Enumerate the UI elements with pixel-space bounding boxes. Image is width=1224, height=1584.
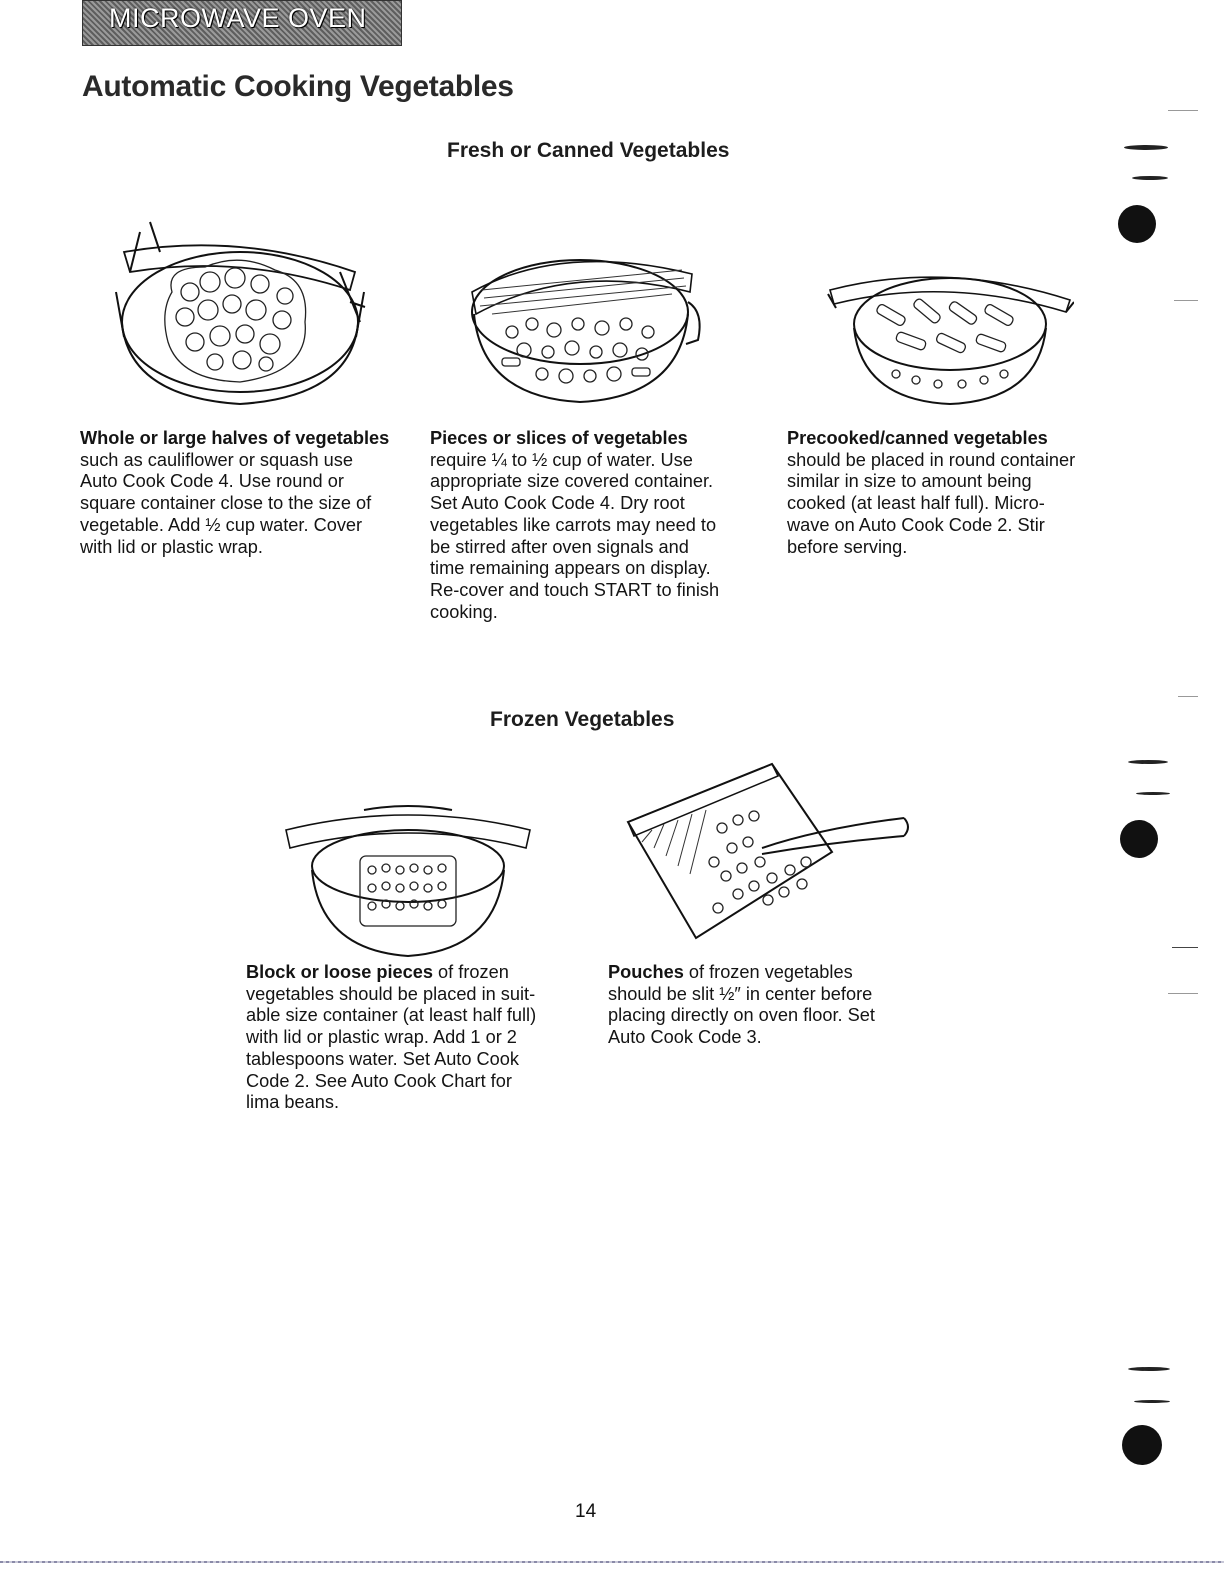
punch-mark bbox=[1132, 176, 1168, 180]
frozen-block-lead: Block or loose pieces bbox=[246, 962, 433, 982]
text-line: Code 2. See Auto Cook Chart for bbox=[246, 1070, 512, 1091]
scan-mark bbox=[1174, 300, 1198, 301]
text-line: lima beans. bbox=[246, 1092, 340, 1113]
scan-mark bbox=[1168, 993, 1198, 994]
pouch-lead: Pouches bbox=[608, 962, 684, 982]
punch-mark bbox=[1128, 760, 1168, 764]
punch-mark bbox=[1136, 792, 1170, 795]
text-line: placing directly on oven floor. Set bbox=[608, 1005, 875, 1026]
canned-vegetable-dish-illustration bbox=[826, 250, 1074, 410]
text-line: vegetable. Add ½ cup water. Cover bbox=[80, 514, 363, 535]
text-line: should be slit ½″ in center before bbox=[608, 983, 873, 1004]
text-line: cooked (at least half full). Micro- bbox=[787, 493, 1045, 514]
sliced-vegetable-dish-illustration bbox=[462, 232, 710, 408]
frozen-heading: Frozen Vegetables bbox=[490, 708, 675, 731]
text-line: similar in size to amount being bbox=[787, 471, 1032, 492]
section-banner bbox=[82, 0, 402, 46]
punch-hole bbox=[1118, 205, 1156, 243]
text-line: be stirred after oven signals and bbox=[430, 536, 689, 557]
text-line: Set Auto Cook Code 4. Dry root bbox=[430, 493, 685, 514]
pieces-vegetables-lead: Pieces or slices of vegetables bbox=[430, 428, 688, 448]
text-line: vegetables like carrots may need to bbox=[430, 514, 717, 535]
whole-vegetables-text bbox=[80, 428, 410, 558]
punch-mark bbox=[1124, 145, 1168, 150]
page-title: Automatic Cooking Vegetables bbox=[82, 70, 514, 103]
fresh-heading: Fresh or Canned Vegetables bbox=[447, 139, 730, 162]
scan-mark bbox=[1168, 110, 1198, 111]
page-number: 14 bbox=[575, 1501, 597, 1522]
precooked-vegetables-lead: Precooked/canned vegetables bbox=[787, 428, 1048, 448]
scan-mark bbox=[1178, 696, 1198, 697]
text-line: with lid or plastic wrap. Add 1 or 2 bbox=[246, 1027, 517, 1048]
frozen-block-dish-illustration bbox=[280, 800, 536, 962]
frozen-pouch-illustration bbox=[622, 758, 912, 944]
scan-border bbox=[0, 1561, 1224, 1563]
whole-vegetable-dish-illustration bbox=[110, 212, 372, 420]
punch-hole bbox=[1122, 1425, 1162, 1465]
text-line: should be placed in round container bbox=[787, 449, 1076, 470]
text-line: able size container (at least half full) bbox=[246, 1005, 537, 1026]
text-line: wave on Auto Cook Code 2. Stir bbox=[787, 514, 1045, 535]
pouch-lead-rest: of frozen vegetables bbox=[683, 962, 853, 982]
text-line: require ¼ to ½ cup of water. Use bbox=[430, 449, 693, 470]
scan-mark bbox=[1172, 947, 1198, 948]
text-line: appropriate size covered container. bbox=[430, 471, 714, 492]
frozen-block-lead-rest: of frozen bbox=[433, 962, 509, 982]
whole-vegetables-lead: Whole or large halves of vegetables bbox=[80, 428, 390, 448]
text-line: square container close to the size of bbox=[80, 493, 372, 514]
punch-hole bbox=[1120, 820, 1158, 858]
punch-mark bbox=[1134, 1400, 1170, 1403]
text-line: tablespoons water. Set Auto Cook bbox=[246, 1048, 519, 1069]
text-line: before serving. bbox=[787, 536, 908, 557]
banner-text: MICROWAVE OVEN bbox=[109, 3, 367, 33]
pouch-text bbox=[608, 962, 938, 1049]
text-line: cooking. bbox=[430, 601, 498, 622]
text-line: Auto Cook Code 4. Use round or bbox=[80, 471, 344, 492]
text-line: such as cauliflower or squash use bbox=[80, 449, 353, 470]
text-line: Re-cover and touch START to finish bbox=[430, 579, 720, 600]
text-line: time remaining appears on display. bbox=[430, 558, 711, 579]
text-line: vegetables should be placed in suit- bbox=[246, 983, 536, 1004]
punch-mark bbox=[1128, 1367, 1170, 1371]
frozen-block-text bbox=[246, 962, 586, 1114]
pieces-vegetables-text bbox=[430, 428, 760, 623]
precooked-vegetables-text bbox=[787, 428, 1117, 558]
text-line: Auto Cook Code 3. bbox=[608, 1027, 762, 1048]
text-line: with lid or plastic wrap. bbox=[80, 536, 263, 557]
